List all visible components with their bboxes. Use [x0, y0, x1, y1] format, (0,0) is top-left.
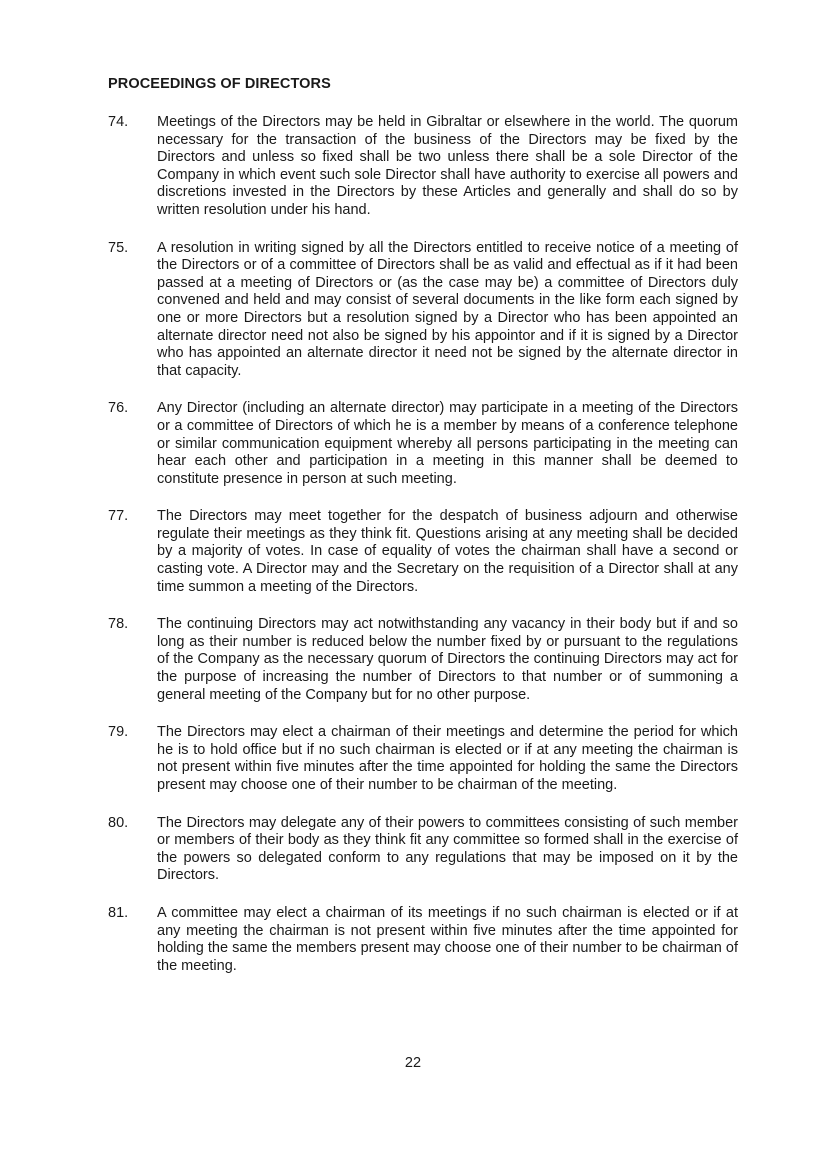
clause-number: 74.	[108, 114, 129, 130]
clause-number: 75.	[108, 239, 129, 256]
clause-text: Any Director (including an alternate director) may participate in a meeting of the Directors or a committee of Directors of which he is a member by means of a conference telephone or similar communication equipment whereby all persons participating in the meeting can hear each other and participation in a meeting in this manner shall be deemed to constitute presence in person at such meeting.	[157, 400, 738, 487]
clause-80	[108, 815, 738, 885]
clause-number: 81.	[108, 904, 129, 921]
clause-78	[108, 616, 738, 704]
clause-77	[108, 508, 738, 596]
page-number: 22	[404, 1055, 422, 1071]
clause-text: Meetings of the Directors may be held in Gibraltar or elsewhere in the world. The quorum necessary for the transaction of the business of the Directors may be fixed by the Directors and unless so fixed shall be two unless there shall be a sole Director of the Company in which event such sole Director shall have authority to exercise all powers and discretions invested in the Directors by these Articles and generally and shall do so by written resolution under his hand.	[157, 114, 738, 218]
section-heading: PROCEEDINGS OF DIRECTORS	[108, 76, 331, 92]
clause-number: 77.	[108, 508, 129, 525]
clause-text: A resolution in writing signed by all the Directors entitled to receive notice of a meeting of the Directors or of a committee of Directors shall be as valid and effectual as if it had been passed at a meeting of Directors or (as the case may be) a committee of Directors duly convened and held and may consist of several documents in the like form each signed by one or more Directors but a resolution signed by a Director who has been appointed an alternate director need not also be signed by his appointor and if it is signed by a Director who has appointed an alternate director it need not be signed by the alternate director in that capacity.	[157, 239, 738, 379]
clause-text: The Directors may delegate any of their powers to committees consisting of such member or members of their body as they think fit any committee so formed shall in the exercise of the powers so delegated conform to any regulations that may be imposed on it by the Directors.	[157, 814, 738, 884]
clause-81	[108, 905, 738, 975]
clause-number: 79.	[108, 724, 129, 741]
clause-text: A committee may elect a chairman of its meetings if no such chairman is elected or if at any meeting the chairman is not present within five minutes after the time appointed for holding the same the members present may choose one of their number to be chairman of the meeting.	[157, 904, 738, 974]
clause-number: 78.	[108, 616, 129, 633]
clause-79	[108, 724, 738, 794]
clause-text: The Directors may elect a chairman of their meetings and determine the period for which he is to hold office but if no such chairman is elected or if at any meeting the chairman is not present within five minutes after the time appointed for holding the same the Directors present may choose one of their number to be chairman of the meeting.	[157, 724, 738, 793]
clause-75	[108, 240, 738, 381]
clause-number: 76.	[108, 400, 129, 417]
clause-text: The continuing Directors may act notwithstanding any vacancy in their body but if and so long as their number is reduced below the number fixed by or pursuant to the regulations of the Company as the necessary quorum of Directors the continuing Directors may act for the purpose of increasing the number of Directors to that number or of summoning a general meeting of the Company but for no other purpose.	[157, 616, 738, 703]
clause-list	[108, 114, 738, 995]
clause-74	[108, 114, 738, 220]
clause-number: 80.	[108, 814, 129, 831]
clause-text: The Directors may meet together for the despatch of business adjourn and otherwise regulate their meetings as they think fit. Questions arising at any meeting shall be decided by a majority of votes. In case of equality of votes the chairman shall have a second or casting vote. A Director may and the Secretary on the requisition of a Director shall at any time summon a meeting of the Directors.	[157, 508, 738, 595]
clause-76	[108, 400, 738, 488]
